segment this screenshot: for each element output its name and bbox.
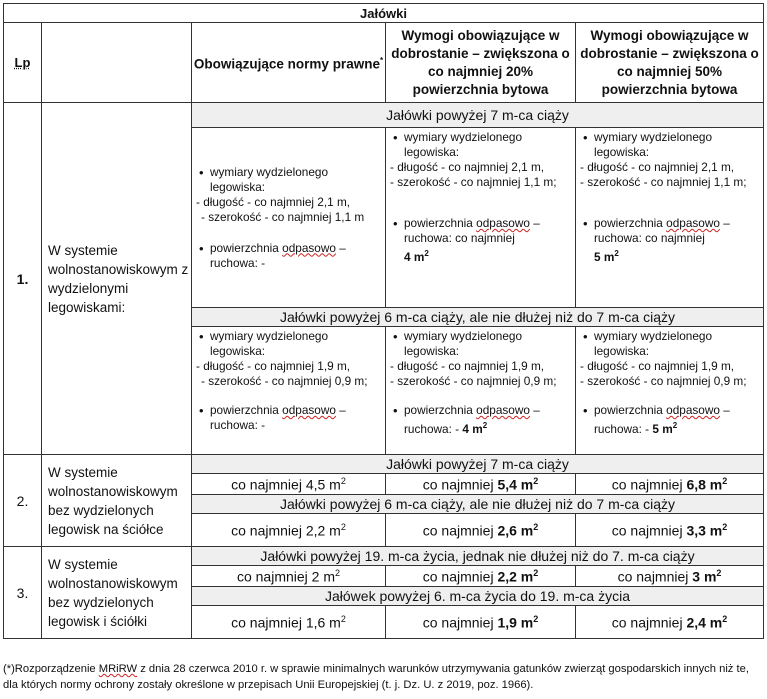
system-label-2: W systemie wolnostanowiskowym bez wydzielonych legowisk na ściółce [42, 455, 192, 547]
value-cell: co najmniej 2,2 $m^2$ [386, 566, 576, 587]
header-lp: Lp [4, 23, 42, 103]
requirement-cell: • wymiary wydzielonego legowiska: - długość - co najmniej 2,1 m, - szerokość - co najmniej 1,1 m • powierzchnia odpasowo – ruchowa: - [192, 128, 386, 308]
value-cell: co najmniej 5,4 $m^2$ [386, 474, 576, 495]
value-cell: co najmniej 6,8 $m^2$ [576, 474, 764, 495]
value-cell: co najmniej 2,4 $m^2$ [576, 606, 764, 639]
value-cell: co najmniej 2,2 $m^2$ [192, 514, 386, 547]
requirement-cell: • wymiary wydzielonego legowiska: - długość - co najmniej 2,1 m, - szerokość - co najmniej 1,1 m; • powierzchnia odpasowo – ruchowa: co najmniej 4 $m^2$ [386, 128, 576, 308]
table-title: Jałówki [4, 4, 764, 23]
requirement-cell: • wymiary wydzielonego legowiska: - długość - co najmniej 2,1 m, - szerokość - co najmniej 1,1 m; • powierzchnia odpasowo – ruchowa: co najmniej 5 $m^2$ [576, 128, 764, 308]
group-label: Jałówki powyżej 7 m-ca ciąży [192, 103, 764, 128]
group-label: Jałówek powyżej 6. m-ca życia do 19. m-ca życia [192, 587, 764, 606]
row-number-1: 1. [4, 103, 42, 455]
header-welfare-20: Wymogi obowiązujące w dobrostanie – zwiększona o co najmniej 20% powierzchnia bytowa [386, 23, 576, 103]
value-cell: co najmniej 1,6 $m^2$ [192, 606, 386, 639]
system-label-3: W systemie wolnostanowiskowym bez wydzielonych legowisk i ściółki [42, 547, 192, 639]
value-cell: co najmniej 2,6 $m^2$ [386, 514, 576, 547]
system-label-1: W systemie wolnostanowiskowym z wydzielonymi legowiskami: [42, 103, 192, 455]
header-welfare-50: Wymogi obowiązujące w dobrostanie – zwiększona o co najmniej 50% powierzchnia bytowa [576, 23, 764, 103]
value-cell: co najmniej 3 $m^2$ [576, 566, 764, 587]
group-label: Jałówki powyżej 6 m-ca ciąży, ale nie dłużej niż do 7 m-ca ciąży [192, 495, 764, 514]
header-empty [42, 23, 192, 103]
header-legal-norms: Obowiązujące normy prawne* [192, 23, 386, 103]
value-cell: co najmniej 1,9 $m^2$ [386, 606, 576, 639]
value-cell: co najmniej 3,3 $m^2$ [576, 514, 764, 547]
requirement-cell: • wymiary wydzielonego legowiska: - długość - co najmniej 1,9 m, - szerokość - co najmniej 0,9 m; • powierzchnia odpasowo – ruchowa: - 5 $m^2$ [576, 327, 764, 455]
value-cell: co najmniej 2 $m^2$ [192, 566, 386, 587]
value-cell: co najmniej 4,5 $m^2$ [192, 474, 386, 495]
requirement-cell: • wymiary wydzielonego legowiska: - długość - co najmniej 1,9 m, - szerokość - co najmniej 0,9 m; • powierzchnia odpasowo – ruchowa: - 4 $m^2$ [386, 327, 576, 455]
group-label: Jałówki powyżej 19. m-ca życia, jednak nie dłużej niż do 7. m-ca ciąży [192, 547, 764, 566]
footnote: (*)Rozporządzenie MRiRW z dnia 28 czerwca 2010 r. w sprawie minimalnych warunków utrzymywania gatunków zwierząt gospodarskich innych niż te, dla których normy ochrony zostały określone w przepisach Unii Europejskiej (t. j. Dz. U. z 2019, poz. 1966). [3, 663, 749, 691]
row-number-2: 2. [4, 455, 42, 547]
group-label: Jałówki powyżej 6 m-ca ciąży, ale nie dłużej niż do 7 m-ca ciąży [192, 308, 764, 327]
requirements-table [3, 3, 764, 639]
row-number-3: 3. [4, 547, 42, 639]
group-label: Jałówki powyżej 7 m-ca ciąży [192, 455, 764, 474]
requirement-cell: • wymiary wydzielonego legowiska: - długość - co najmniej 1,9 m, - szerokość - co najmniej 0,9 m; • powierzchnia odpasowo – ruchowa: - [192, 327, 386, 455]
